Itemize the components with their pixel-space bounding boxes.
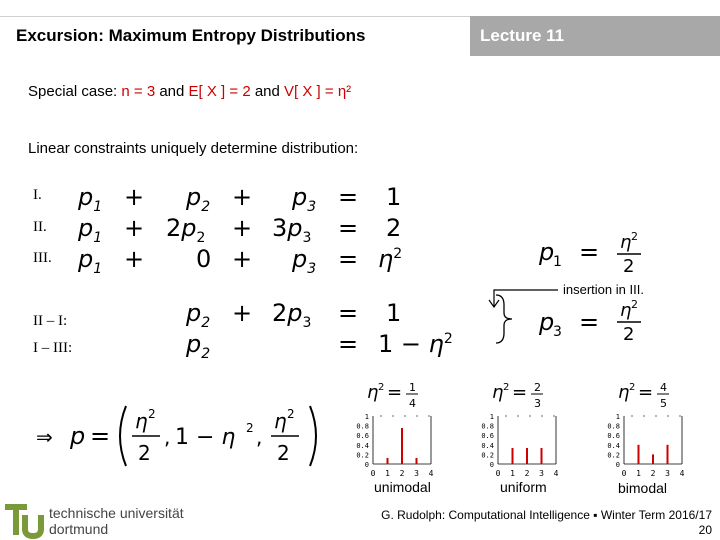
plot-y-tick-label: 0	[489, 461, 494, 469]
n-value: n = 3	[121, 83, 156, 100]
plot-title-num: 2	[534, 381, 541, 394]
svg-text:η: η	[274, 409, 287, 433]
plot-y-tick-label: 0.6	[481, 432, 494, 441]
plot-y-tick-label: 0.8	[356, 422, 369, 431]
plot-top-dot	[392, 415, 393, 416]
plot-x-tick-label: 0	[495, 469, 501, 478]
plot-y-tick-label: 0.4	[607, 441, 620, 450]
plot-y-tick-label: 0.2	[356, 451, 369, 460]
plot-top-dot	[631, 415, 632, 416]
plot-y-tick-label: 0.2	[607, 451, 620, 460]
right-brace	[494, 293, 518, 345]
plot-x-tick-label: 3	[665, 469, 670, 478]
distribution-plot-1	[343, 380, 453, 480]
footer-author: G. Rudolph: Computational Intelligence ▪ Winter Term 2016/17	[381, 508, 712, 522]
plot-x-tick-label: 3	[539, 469, 544, 478]
svg-text:2: 2	[138, 441, 151, 465]
plot-title-num: 1	[409, 381, 416, 394]
label-i: I.	[33, 187, 42, 203]
plot-top-dot	[517, 415, 518, 416]
svg-text:2: 2	[148, 407, 156, 421]
plot-title-den: 4	[409, 397, 416, 410]
plot-top-dot	[416, 415, 417, 416]
slide-title: Excursion: Maximum Entropy Distributions	[16, 26, 366, 45]
svg-text:=: =	[90, 422, 111, 450]
plot-top-dot	[655, 415, 656, 416]
plot-y-tick-label: 0.8	[607, 422, 620, 431]
plot-y-tick-label: 1	[489, 413, 494, 421]
svg-text:1 − η: 1 − η	[175, 425, 236, 450]
plot-x-tick-label: 3	[414, 469, 419, 478]
svg-text:=: =	[579, 308, 600, 336]
lecture-label: Lecture 11	[480, 26, 565, 45]
label-iii: III.	[33, 250, 52, 266]
linear-constraints-text: Linear constraints uniquely determine distribution:	[28, 140, 359, 157]
p1-result	[535, 228, 675, 274]
special-case-label: Special case:	[28, 83, 118, 100]
plot-x-tick-label: 4	[428, 469, 434, 478]
distribution-plot-3	[594, 380, 704, 480]
special-case-line	[28, 83, 351, 100]
svg-text:⇒: ⇒	[36, 425, 53, 449]
plot-top-dot	[505, 415, 506, 416]
svg-text:p: p	[539, 308, 555, 336]
plot-y-tick-label: 0	[615, 461, 620, 469]
p-vector-result	[30, 398, 340, 470]
label-ii: II.	[33, 219, 47, 235]
plot-x-tick-label: 0	[621, 469, 627, 478]
plot-x-tick-label: 1	[636, 469, 641, 478]
plot-top-dot	[643, 415, 644, 416]
page-number: 20	[698, 523, 712, 537]
svg-text:2: 2	[277, 441, 290, 465]
plot-title-num: 4	[660, 381, 667, 394]
caption-bimodal: bimodal	[618, 480, 668, 496]
plot-y-tick-label: 0	[364, 461, 369, 469]
svg-text:2: 2	[623, 256, 635, 274]
plot-title-exp: 2	[503, 382, 510, 393]
svg-text:2: 2	[631, 298, 638, 311]
svg-text:=: =	[579, 238, 600, 266]
caption-uniform: uniform	[500, 479, 547, 495]
plot-title-eq: =	[512, 382, 528, 403]
university-name-line2: dortmund	[49, 521, 109, 537]
plot-title-den: 3	[534, 397, 541, 410]
svg-text:p: p	[70, 422, 86, 450]
svg-text:2: 2	[623, 324, 635, 344]
plot-x-tick-label: 2	[399, 469, 405, 478]
plot-top-dot	[667, 415, 668, 416]
plot-y-tick-label: 0.6	[356, 432, 369, 441]
plot-y-tick-label: 0.8	[481, 422, 494, 431]
svg-text:2: 2	[287, 407, 295, 421]
svg-text:η: η	[620, 232, 632, 253]
label-i-minus-iii: I – III:	[33, 340, 73, 356]
plot-top-dot	[529, 415, 530, 416]
p3-result	[535, 296, 675, 344]
and-1: and	[159, 83, 185, 100]
plot-top-dot	[553, 415, 554, 416]
plot-top-dot	[380, 415, 381, 416]
caption-unimodal: unimodal	[374, 479, 431, 495]
plot-y-tick-label: 0.4	[356, 441, 369, 450]
slide-header	[0, 16, 720, 56]
label-ii-minus-i: II – I:	[33, 313, 68, 329]
svg-text:,: ,	[256, 425, 263, 449]
university-name-line1: technische universität	[49, 505, 184, 521]
plot-y-tick-label: 0.4	[481, 441, 494, 450]
plot-top-dot	[404, 415, 405, 416]
svg-text:3: 3	[553, 324, 562, 340]
plot-x-tick-label: 1	[385, 469, 390, 478]
plot-title-eta: η	[492, 382, 504, 403]
plot-title-exp: 2	[629, 382, 636, 393]
and-2: and	[254, 83, 280, 100]
plot-x-tick-label: 2	[650, 469, 656, 478]
plot-y-tick-label: 1	[364, 413, 369, 421]
plot-title-exp: 2	[378, 382, 385, 393]
plot-x-tick-label: 4	[679, 469, 685, 478]
svg-text:η: η	[135, 409, 148, 433]
plot-y-tick-label: 0.6	[607, 432, 620, 441]
plot-x-tick-label: 4	[553, 469, 559, 478]
plot-top-dot	[679, 415, 680, 416]
svg-text:η: η	[620, 300, 632, 321]
expectation-value: E[ X ] = 2	[188, 83, 251, 100]
distribution-plot-2	[468, 380, 578, 480]
plot-x-tick-label: 1	[510, 469, 515, 478]
plot-x-tick-label: 0	[370, 469, 376, 478]
plot-y-tick-label: 0.2	[481, 451, 494, 460]
insertion-text: insertion in III.	[563, 282, 644, 297]
svg-text:,: ,	[164, 425, 171, 449]
variance-value: V[ X ] = η²	[284, 83, 352, 100]
plot-title-eq: =	[387, 382, 403, 403]
plot-title-den: 5	[660, 397, 667, 410]
plot-top-dot	[541, 415, 542, 416]
plot-title-eq: =	[638, 382, 654, 403]
svg-text:2: 2	[631, 230, 638, 243]
plot-x-tick-label: 2	[524, 469, 530, 478]
svg-text:p: p	[539, 238, 555, 266]
svg-text:2: 2	[246, 421, 254, 435]
plot-title-eta: η	[618, 382, 630, 403]
plot-title-eta: η	[367, 382, 379, 403]
plot-top-dot	[428, 415, 429, 416]
plot-y-tick-label: 1	[615, 413, 620, 421]
svg-text:1: 1	[553, 254, 562, 270]
tu-logo	[0, 501, 46, 539]
